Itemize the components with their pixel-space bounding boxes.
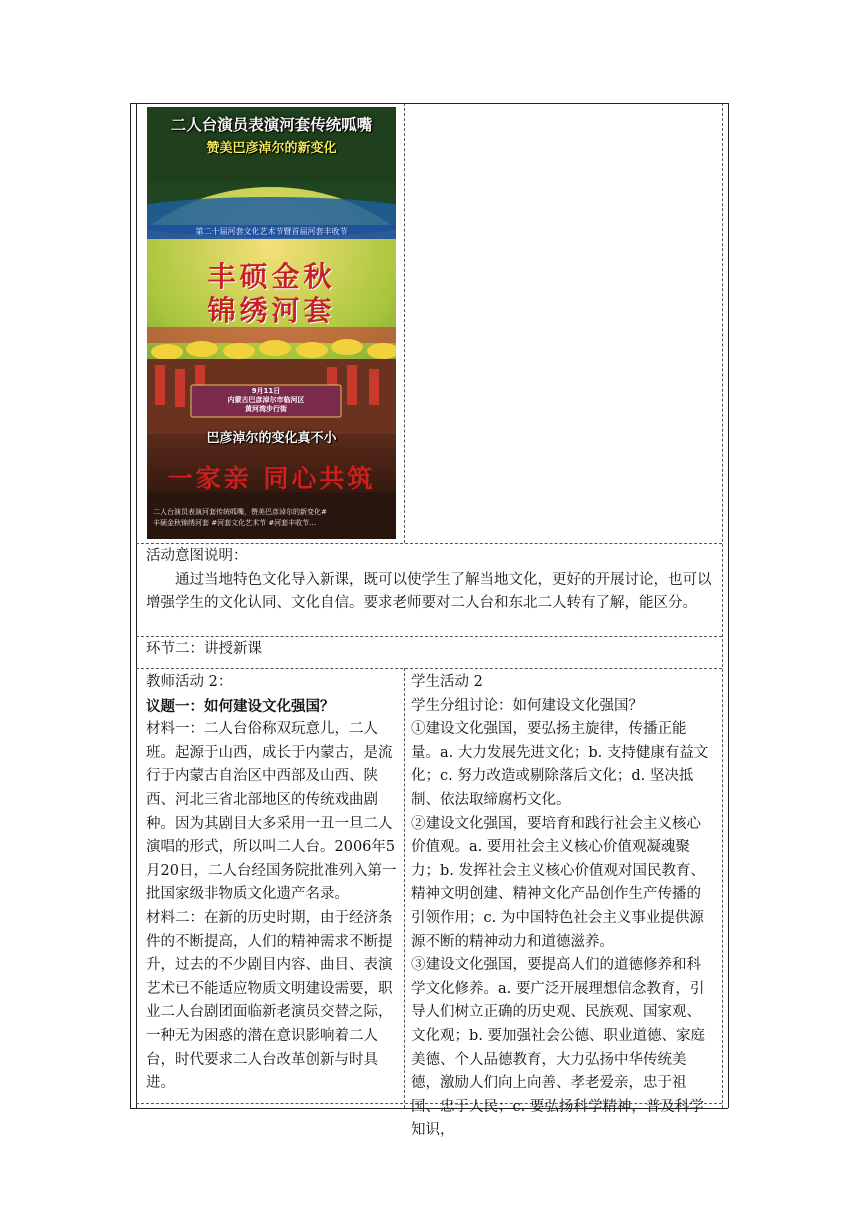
photo-calligraphy-2: 锦绣河套 [207,294,336,327]
intent-text: 通过当地特色文化导入新课，既可以使学生了解当地文化，更好的开展讨论，也可以增强学生的文化认同、文化自信。要求老师要对二人台和东北二人转有了解，能区分。 [146,571,712,612]
event-photo [147,107,396,539]
footer-line-1: 二人台演员表演河套传统呱嘴，赞美巴彦淖尔的新变化# [153,508,327,516]
student-point-3: ③建设文化强国，要提高人们的道德修养和科学文化修养。a. 要广泛开展理想信念教育，引导人们树立正确的历史观、民族观、国家观、文化观；b. 要加强社会公德、职业道德、家庭美德、个人品德教育，大力弘扬中华传统美德，激励人们向上向善、孝老爱亲，忠于祖国、忠于人民；c. 要弘扬科学精神，普及科学知识， [411,957,705,1139]
teacher-title: 教师活动 2： [146,674,233,690]
photo-calligraphy-1: 丰硕金秋 [207,260,336,293]
student-point-2: ②建设文化强国，要培育和践行社会主义核心价值观。a. 要用社会主义核心价值观凝魂聚力；b. 发挥社会主义核心价值观对国民教育、精神文明创建、精神文化产品创作生产传播的引领作用；c. 为中国特色社会主义事业提供源源不断的精神动力和道德滋养。 [411,815,705,950]
material-two: 材料二：在新的历史时期，由于经济条件的不断提高，人们的精神需求不断提升，过去的不少剧目内容、曲目、表演艺术已不能适应物质文明建设需要，职业二人台剧团面临新老演员交替之际，一种无为困惑的潜在意识影响着二人台，时代要求二人台改革创新与时具进。 [146,909,393,1092]
photo-footer [153,507,393,529]
teacher-cell [146,671,397,1096]
photo-subheadline: 赞美巴彦淖尔的新变化 [206,141,337,156]
material-one: 材料一：二人台俗称双玩意儿，二人班。起源于山西，成长于内蒙古，是流行于内蒙古自治区中西部及山西、陕西、河北三省北部地区的传统戏曲剧种。因为其剧目大多采用一丑一旦二人演唱的形式，所以叫二人台。2006年5月20日，二人台经国务院批准列入第一批国家级非物质文化遗产名录。 [146,721,397,903]
footer-line-2: 丰硕金秋锦绣河套 #河套文化艺术节 #河套丰收节… [153,519,317,527]
sign-date: 9月11日 [251,387,281,395]
photo-banner: 第二十届河套文化艺术节暨首届河套丰收节 [195,227,348,236]
intent-cell [146,545,714,616]
topic-heading: 议题一：如何建设文化强国？ [146,697,335,715]
sign-place: 内蒙古巴彦淖尔市临河区 [227,396,305,404]
photo-caption: 巴彦淖尔的变化真不小 [206,431,337,446]
photo-red-slogan: 一家亲 同心共筑 [167,464,376,493]
student-cell [411,671,715,1143]
section-label: 环节二：讲授新课 [146,641,262,657]
intent-label: 活动意图说明： [146,548,248,564]
photo-sign [191,385,341,414]
section-cell [146,638,714,662]
student-question: 学生分组讨论：如何建设文化强国？ [411,697,643,714]
student-point-1: ①建设文化强国，要弘扬主旋律，传播正能量。a. 大力发展先进文化；b. 支持健康有益文化；c. 努力改造或剔除落后文化；d. 坚决抵制、依法取缔腐朽文化。 [411,721,709,808]
student-title: 学生活动 2 [411,674,483,690]
sign-street: 黄河湾步行街 [245,405,287,413]
photo-headline: 二人台演员表演河套传统呱嘴 [170,116,373,134]
